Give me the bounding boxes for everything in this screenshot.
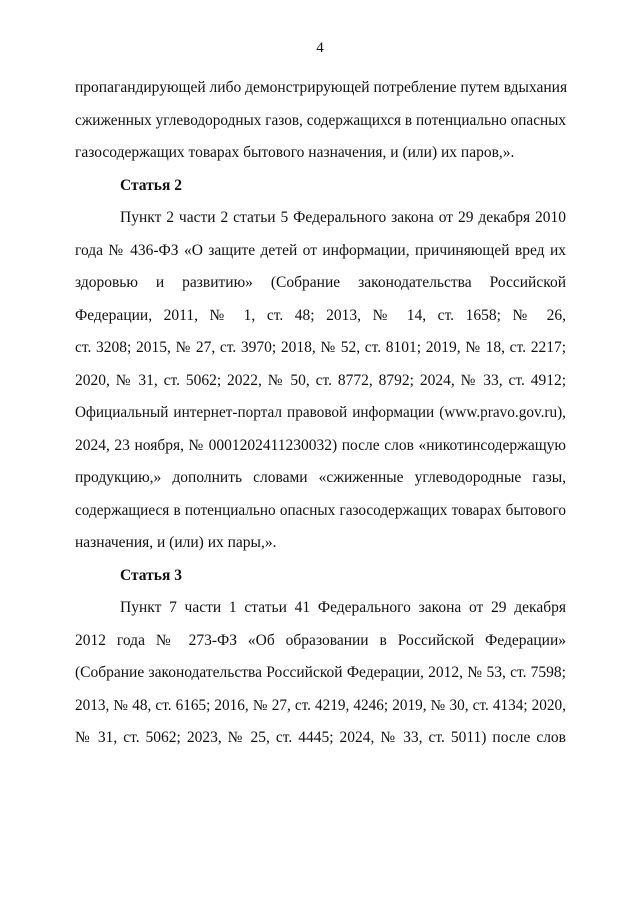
paragraph-line: газосодержащих товарах бытового назначения, и (или) их паров,». [75,144,515,161]
article-3-heading: Статья 3 [120,566,182,584]
paragraph-line: сжиженных углеводородных газов, содержащихся в потенциально опасных [75,111,566,129]
paragraph-line: № 31, ст. 5062; 2023, № 25, ст. 4445; 2024, № 33, ст. 5011) после слов [75,729,566,746]
paragraph-line: здоровью и развитию» (Собрание законодательства Российской [75,274,566,291]
paragraph-line: Федерации, 2011, № 1, ст. 48; 2013, № 14, ст. 1658; № 26, [75,306,566,324]
document-body [75,72,566,755]
page-number: 4 [316,40,324,56]
paragraph-line: 2013, № 48, ст. 6165; 2016, № 27, ст. 4219, 4246; 2019, № 30, ст. 4134; 2020, [75,696,566,714]
paragraph-line: ст. 3208; 2015, № 27, ст. 3970; 2018, № 52, ст. 8101; 2019, № 18, ст. 2217; [75,339,566,356]
paragraph-line: Официальный интернет-портал правовой информации (www.pravo.gov.ru), [75,404,566,421]
paragraph-line: года № 436-ФЗ «О защите детей от информации, причиняющей вред их [75,241,566,259]
paragraph-line: Пункт 7 части 1 статьи 41 Федерального закона от 29 декабря [120,599,566,616]
paragraph-line: пропагандирующей либо демонстрирующей потребление путем вдыхания [75,79,568,96]
article-2-heading: Статья 2 [120,176,182,194]
paragraph-line: продукцию,» дополнить словами «сжиженные углеводородные газы, [75,469,566,486]
paragraph-line: 2020, № 31, ст. 5062; 2022, № 50, ст. 8772, 8792; 2024, № 33, ст. 4912; [75,371,566,389]
paragraph-line: 2012 года № 273-ФЗ «Об образовании в Российской Федерации» [75,631,566,649]
paragraph-line: (Собрание законодательства Российской Федерации, 2012, № 53, ст. 7598; [75,664,566,681]
paragraph-line: назначения, и (или) их пары,». [75,534,277,551]
paragraph-line: Пункт 2 части 2 статьи 5 Федерального закона от 29 декабря 2010 [120,209,566,226]
paragraph-line: 2024, 23 ноября, № 0001202411230032) после слов «никотинсодержащую [75,436,566,454]
paragraph-line: содержащиеся в потенциально опасных газосодержащих товарах бытового [75,501,566,519]
